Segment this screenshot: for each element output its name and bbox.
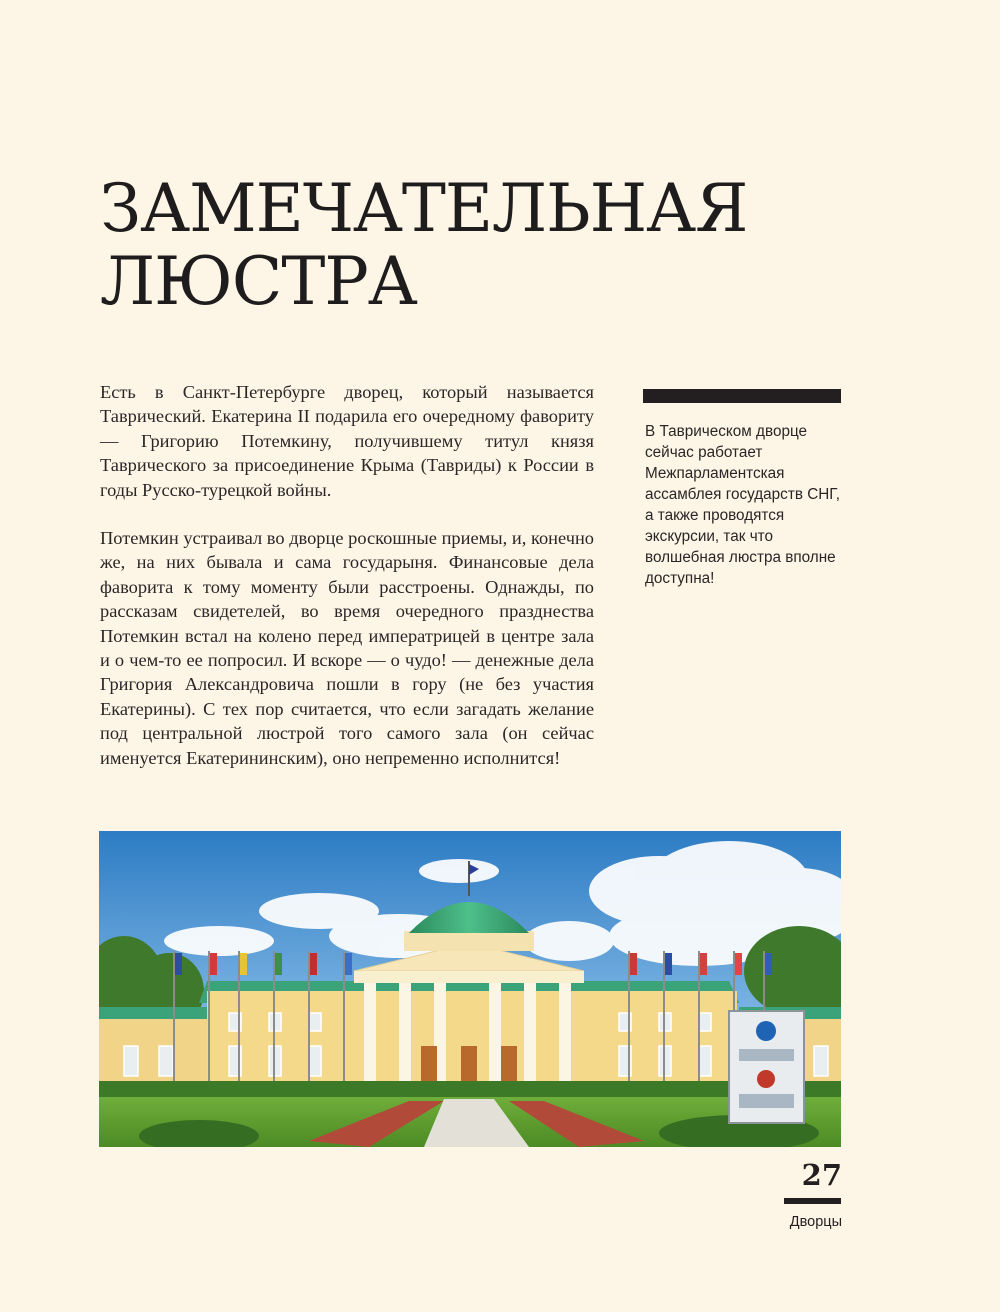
body-text <box>100 380 594 794</box>
section-name: Дворцы <box>789 1214 842 1230</box>
title-line-1: ЗАМЕЧАТЕЛЬНАЯ <box>100 170 748 247</box>
doors <box>421 1046 517 1084</box>
title-line-2: ЛЮСТРА <box>100 243 417 320</box>
paragraph: Потемкин устраивал во дворце роскошные приемы, и, конечно же, на них бывала и сама государыня. Финансовые дела фаворита к тому моменту были расстроены. Однажды, по рассказам свидетелей, во время очередного празднества Потемкин встал на колено перед императрицей в центре зала и о чем-то ее попросил. И вскоре — о чудо! — денежные дела Григория Александровича пошли в гору (не без участия Екатерины). С тех пор считается, что если загадать желание под центральной люстрой того самого зала (он сейчас именуется Екатерининским), оно непременно исполнится! <box>100 528 594 768</box>
sidebar-note: В Таврическом дворце сейчас работает Межпарламентская ассамблея государств СНГ, а также проводятся экскурсии, так что волшебная люстра вполне доступна! <box>645 423 840 587</box>
page-title <box>100 172 800 318</box>
tauride-palace-photo <box>99 831 841 1147</box>
sidebar-rule <box>643 389 841 403</box>
paragraph: Есть в Санкт-Петербурге дворец, который называется Таврический. Екатерина II подарила его очередному фавориту — Григорию Потемкину, получившему титул князя Таврического за присоединение Крыма (Тавриды) к России в годы Русско-турецкой войны. <box>100 382 594 500</box>
page-number: 27 <box>801 1158 842 1192</box>
page-number-rule <box>784 1198 841 1204</box>
